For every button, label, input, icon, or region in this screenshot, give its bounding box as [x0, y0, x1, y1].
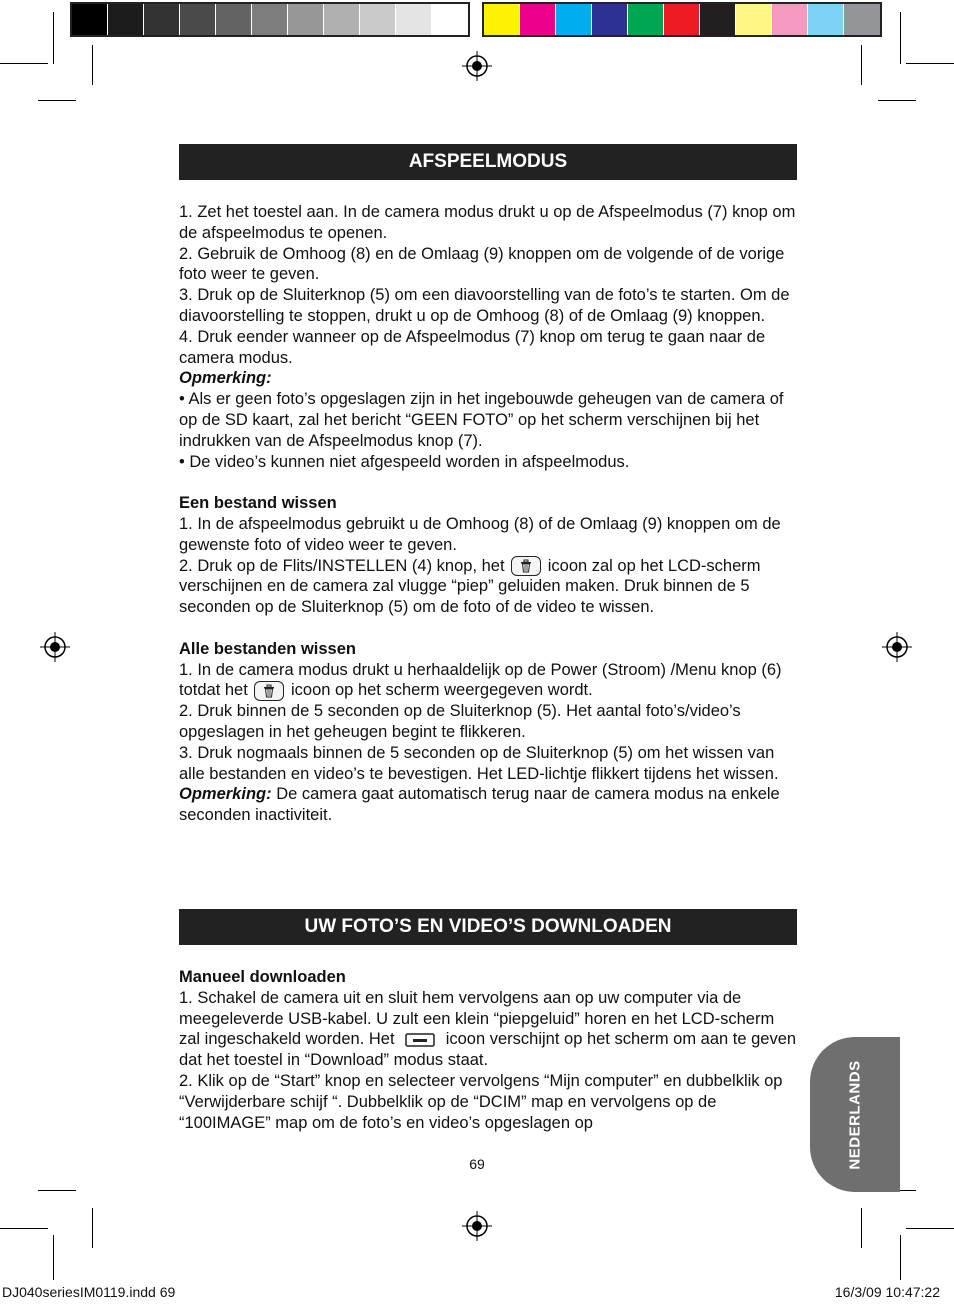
- section-body-downloaden: [179, 967, 797, 1133]
- color-swatch: [396, 4, 432, 35]
- subheading-manual-download: Manueel downloaden: [179, 968, 346, 986]
- subheading-delete-one: Een bestand wissen: [179, 494, 337, 513]
- section-title: UW FOTO’S EN VIDEO’S DOWNLOADEN: [304, 916, 672, 937]
- color-swatch: [288, 4, 324, 35]
- crop-mark: [53, 12, 54, 64]
- crop-mark: [900, 1235, 901, 1280]
- text-span: icoon zal op het LCD-scherm verschijnen en de camera zal vlugge “piep” geluiden maken. Druk binnen de 5 seconden op de Sluiterknop (5) om de foto of de video te wissen.: [179, 556, 761, 617]
- crop-mark: [906, 1228, 954, 1229]
- page-number: 69: [469, 1156, 485, 1172]
- registration-mark-icon: [40, 632, 70, 662]
- color-swatch: [108, 4, 144, 35]
- crop-mark: [861, 1208, 862, 1248]
- paragraph: 3. Druk op de Sluiterknop (5) om een diavoorstelling van de foto’s te starten. Om de diavoorstelling te stoppen, drukt u op de Omhoog (8) of de Omlaag (9) knoppen.: [179, 286, 790, 325]
- note-item: • De video’s kunnen niet afgespeeld worden in afspeelmodus.: [179, 452, 630, 471]
- paragraph: 3. Druk nogmaals binnen de 5 seconden op de Sluiterknop (5) om het wissen van alle bestanden en video’s te bevestigen. Het LED-lichtje flikkert tijdens het wissen.: [179, 743, 779, 783]
- note-label: Opmerking:: [179, 369, 272, 388]
- color-swatch: [520, 4, 556, 35]
- crop-mark: [906, 63, 954, 64]
- color-swatch: [216, 4, 252, 35]
- color-swatch: [700, 4, 736, 35]
- paragraph: 2. Gebruik de Omhoog (8) en de Omlaag (9) knoppen om de volgende of de vorige foto weer te geven.: [179, 244, 785, 284]
- registration-mark-icon: [462, 51, 492, 81]
- crop-mark: [0, 63, 48, 64]
- crop-mark: [92, 45, 93, 85]
- paragraph: [179, 988, 797, 1071]
- paragraph: [179, 660, 797, 702]
- color-swatch: [772, 4, 808, 35]
- paragraph: 1. Zet het toestel aan. In de camera modus drukt u op de Afspeelmodus (7) knop om de afspeelmodus te openen.: [179, 203, 796, 242]
- text-span: 1. Schakel de camera uit en sluit hem vervolgens aan op uw computer via de meegeleverde USB-kabel. U zult een klein “piepgeluid” horen en het LCD-scherm zal ingeschakeld worden. Het: [179, 988, 775, 1049]
- note-text: De camera gaat automatisch terug naar de camera modus na enkele seconden inactiviteit.: [179, 785, 780, 825]
- section-header-downloaden: [179, 909, 797, 945]
- color-swatch: [252, 4, 288, 35]
- crop-mark: [38, 100, 76, 101]
- registration-mark-icon: [462, 1211, 492, 1241]
- color-swatch: [592, 4, 628, 35]
- gray-swatch-bar: [70, 2, 470, 37]
- registration-mark-icon: [882, 632, 912, 662]
- color-swatch: [144, 4, 180, 35]
- footer-timestamp: 16/3/09 10:47:22: [834, 1284, 940, 1300]
- color-swatch: [844, 4, 880, 35]
- crop-mark: [900, 12, 901, 64]
- color-swatch: [808, 4, 844, 35]
- color-swatch: [432, 4, 468, 35]
- crop-mark: [38, 1190, 76, 1191]
- paragraph: [179, 556, 797, 618]
- text-span: 1. In de camera modus drukt u herhaaldelijk op de Power (Stroom) /Menu knop (6) totdat het: [179, 660, 782, 700]
- side-tab-label: NEDERLANDS: [846, 1059, 864, 1170]
- text-span: 2. Druk op de Flits/INSTELLEN (4) knop, het: [179, 556, 510, 575]
- crop-mark: [878, 100, 916, 101]
- color-swatch: [484, 4, 520, 35]
- text-span: icoon op het scherm weergegeven wordt.: [286, 681, 593, 700]
- paragraph: 4. Druk eender wanneer op de Afspeelmodus (7) knop om terug te gaan naar de camera modus.: [179, 327, 766, 367]
- crop-mark: [53, 1235, 54, 1280]
- crop-mark: [0, 1228, 48, 1229]
- text-span: icoon verschijnt op het scherm om aan te geven dat het toestel in “Download” modus staat.: [179, 1030, 797, 1070]
- color-swatch: [72, 4, 108, 35]
- trash-icon: [254, 681, 284, 701]
- paragraph: 1. In de afspeelmodus gebruikt u de Omhoog (8) of de Omlaag (9) knoppen om de gewenste foto of video weer te geven.: [179, 514, 781, 554]
- section-header-afspeelmodus: [179, 144, 797, 180]
- section-body-afspeelmodus: [179, 202, 797, 826]
- color-swatch: [736, 4, 772, 35]
- paragraph: 2. Druk binnen de 5 seconden op de Sluiterknop (5). Het aantal foto’s/video’s opgeslagen in het geheugen begint te flikkeren.: [179, 702, 741, 741]
- crop-mark: [92, 1208, 93, 1248]
- crop-mark: [861, 45, 862, 85]
- color-swatch: [180, 4, 216, 35]
- subheading-delete-all: Alle bestanden wissen: [179, 639, 356, 658]
- paragraph: [179, 784, 797, 826]
- color-swatch: [628, 4, 664, 35]
- color-swatch: [360, 4, 396, 35]
- trash-icon: [511, 556, 541, 576]
- color-swatch: [324, 4, 360, 35]
- note-label: Opmerking:: [179, 785, 272, 804]
- color-swatch: [556, 4, 592, 35]
- usb-download-icon: [405, 1032, 435, 1048]
- footer-filename: DJ040seriesIM0119.indd 69: [2, 1284, 176, 1300]
- section-title: AFSPEELMODUS: [408, 151, 568, 172]
- color-swatch: [664, 4, 700, 35]
- paragraph: 2. Klik op de “Start” knop en selecteer vervolgens “Mijn computer” en dubbelklik op “Verwijderbare schijf “. Dubbelklik op de “DCIM” map en vervolgens op de “100IMAGE” map om de foto’s en video’s opgeslagen op: [179, 1071, 783, 1132]
- color-swatch-bar: [482, 2, 882, 37]
- note-item: • Als er geen foto’s opgeslagen zijn in het ingebouwde geheugen van de camera of op de SD kaart, zal het bericht “GEEN FOTO” op het scherm verschijnen bij het indrukken van de Afspeelmodus knop (7).: [179, 390, 784, 450]
